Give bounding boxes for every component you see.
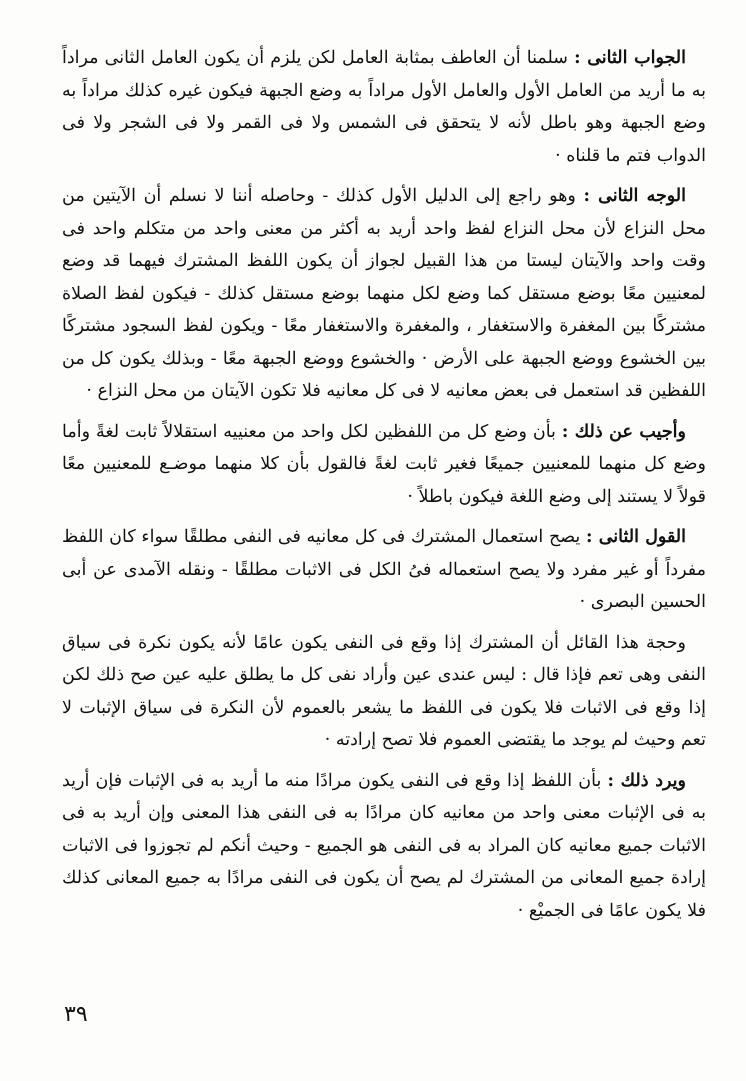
page-number: ٣٩ xyxy=(64,1002,88,1027)
paragraph-heading: الوجه الثانى : xyxy=(583,186,687,206)
paragraph-heading: وأجيب عن ذلك : xyxy=(561,421,686,442)
paragraph-body: يصح استعمال المشترك فى كل معانيه فى النفى مطلقًا سواء كان اللفظ مفرداً أو غير مفرد ولا يصح استعماله فىُ الكل فى الاثبات مطلقًا - ونقله الآمدى عن أبى الحسين البصرى · xyxy=(62,527,706,612)
paragraph-rebuttal xyxy=(62,765,706,928)
paragraph-body: بأن وضع كل من اللفظين لكل واحد من معنييه استقلالاً ثابت لغةً وأما وضع كل منهما للمعنيين جميعًا فغير ثابت لغةً فالقول بأن كلا منهما موضـع للمعنيين معًا قولاً لا يستند إلى وضع اللغة فيكون باطلاً · xyxy=(62,421,706,507)
paragraph-argument xyxy=(62,627,706,757)
paragraph-heading: ويرد ذلك : xyxy=(607,770,686,791)
paragraph-body: بأن اللفظ إذا وقع فى النفى يكون مرادًا منه ما أريد به فى الإثبات فإن أريد به فى الإثبات معنى واحد من معانيه كان مرادًا به فى النفى هذا المعنى وإن أريد به فى الاثبات جميع معانيه كان المراد به فى النفى هو الجميع - وحيث أنكم لم تجوزوا فى الاثبات إرادة جميع المعانى من المشترك لم يصح أن يكون فى النفى مرادًا به جميع المعانى كذلك فلا يكون عامًا فى الجميْع · xyxy=(62,770,706,921)
paragraph-heading: القول الثانى : xyxy=(586,527,687,547)
paragraph-second-aspect xyxy=(62,180,706,408)
paragraph-heading: الجواب الثانى : xyxy=(574,48,686,68)
paragraph-body: وهو راجع إلى الدليل الأول كذلك - وحاصله أننا لا نسلم أن الآيتين من محل النزاع لأن محل النزاع لفظ واحد أريد به أكثر من معنى واحد من متكلم واحد فى وقت واحد والآيتان ليستا من هذا القبيل لجواز أن يكون اللفظ المشترك فيهما قد وضع لمعنيين معًا بوضع مستقل كما وضع لكل منهما بوضع مستقل كذلك - فيكون لفظ الصلاة مشتركًا بين المغفرة والاستغفار ، والمغفرة والاستغفار معًا - ويكون لفظ السجود مشتركًا بين الخشوع ووضع الجبهة على الأرض · والخشوع ووضع الجبهة معًا - وبذلك يكون كل من اللفظين قد استعمل فى بعض معانيه لا فى كل معانيه فلا تكون الآيتان من محل النزاع · xyxy=(62,186,706,401)
paragraph-body: وحجة هذا القائل أن المشترك إذا وقع فى النفى يكون عامًا لأنه يكون نكرة فى سياق النفى وهى تعم فإذا قال : ليس عندى عين وأراد نفى كل ما يطلق عليه عين صح ذلك لكن إذا وقع فى الاثبات فلا يكون فى اللفظ ما يشعر بالعموم لأن النكرة فى سياق الإثبات لا تعم وحيث لم يوجد ما يقتضى العموم فلا تصح إرادته · xyxy=(62,632,706,750)
paragraph-body: سلمنا أن العاطف بمثابة العامل لكن يلزم أن يكون العامل الثانى مراداً به ما أريد من العامل الأول والعامل الأول مراداً به وضع الجبهة فيكون غيره كذلك مراداً به وضع الجبهة وهو باطل لأنه لا يتحقق فى الشمس ولا فى القمر ولا فى الشجر ولا فى الدواب فتم ما قلناه · xyxy=(62,48,706,166)
body-text xyxy=(62,42,706,935)
paragraph-second-opinion xyxy=(62,521,706,619)
paragraph-reply xyxy=(62,416,706,514)
paragraph-second-answer xyxy=(62,42,706,172)
